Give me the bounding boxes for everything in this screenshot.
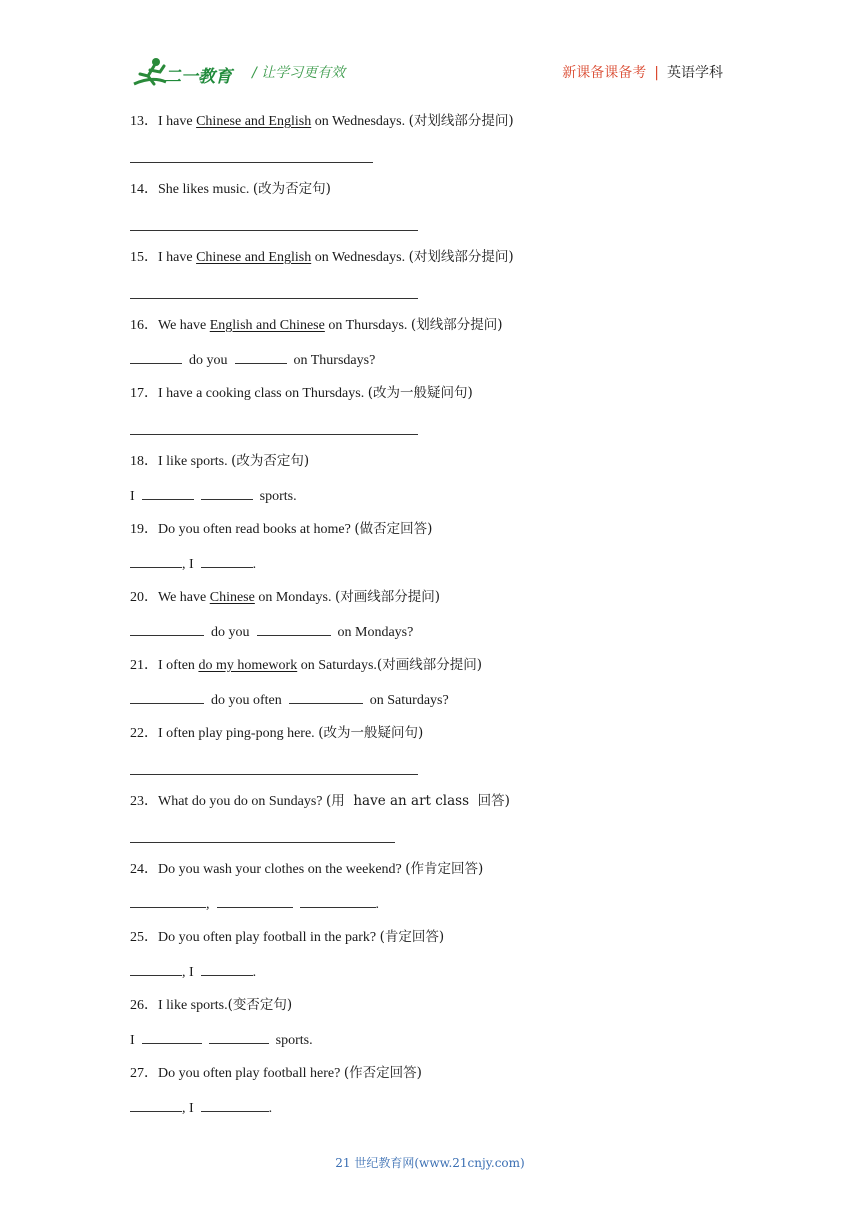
answer-line-14 [130,213,750,233]
answer-line-15 [130,281,750,301]
answer-27: , I . [130,1097,750,1117]
worksheet-body [130,111,750,1117]
answer-18: I sports. [130,485,750,505]
question-22: 22．I often play ping-pong here. (改为一般疑问句) [130,725,424,741]
answer-line-13 [130,145,750,165]
answer-19: , I . [130,553,750,573]
page-header [0,0,860,100]
question-26: 26．I like sports.(变否定句) [130,997,293,1013]
answer-line-23 [130,825,750,845]
answer-24: , . [130,893,750,913]
header-slogan: / 让学习更有效 [252,65,346,81]
question-18: 18．I like sports. (改为否定句) [130,453,310,469]
question-20: 20．We have Chinese on Mondays. (对画线部分提问) [130,589,441,605]
question-24: 24．Do you wash your clothes on the weekend? (作肯定回答) [130,861,484,877]
question-17: 17．I have a cooking class on Thursdays. (改为一般疑问句) [130,385,473,401]
answer-line-17 [130,417,750,437]
page-footer: 21 世纪教育网(www.21cnjy.com) [335,1156,525,1170]
answer-16: do you on Thursdays? [130,349,750,369]
header-subject [562,62,723,82]
question-21: 21．I often do my homework on Saturdays.(对画线部分提问) [130,657,482,673]
answer-20: do you on Mondays? [130,621,750,641]
header-course-label: 新课备课备考 [562,65,647,81]
answer-26: I sports. [130,1029,750,1049]
logo-text: 二一教育 [164,67,232,87]
answer-21: do you often on Saturdays? [130,689,750,709]
question-25: 25．Do you often play football in the park? (肯定回答) [130,929,445,945]
answer-25: , I . [130,961,750,981]
question-13: 13．I have Chinese and English on Wednesdays. (对划线部分提问) [130,113,514,129]
answer-line-22 [130,757,750,777]
header-separator: | [654,65,659,81]
question-15: 15．I have Chinese and English on Wednesdays. (对划线部分提问) [130,249,514,265]
question-16: 16．We have English and Chinese on Thursdays. (划线部分提问) [130,317,503,333]
question-23: 23．What do you do on Sundays? (用 have an art class 回答) [130,793,510,809]
question-19: 19．Do you often read books at home? (做否定回答) [130,521,433,537]
question-14: 14．She likes music. (改为否定句) [130,181,331,197]
header-subject-label: 英语学科 [667,65,723,81]
question-27: 27．Do you often play football here? (作否定回答) [130,1065,422,1081]
